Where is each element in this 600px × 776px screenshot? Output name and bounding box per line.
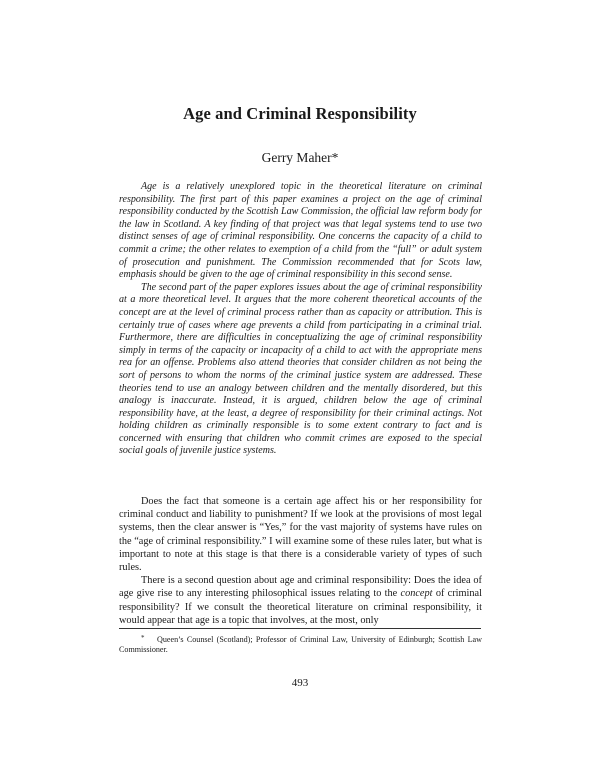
abstract bbox=[119, 181, 482, 458]
body-paragraph-2-start: There is a second question about age and criminal responsibility: Does the idea of age give rise to any interesting philosophical issues relating to the bbox=[119, 575, 482, 600]
page-number: 493 bbox=[291, 677, 309, 689]
footnote-mark: * bbox=[141, 634, 145, 642]
body-paragraph-2-end: of criminal responsibility? If we consult the theoretical literature on criminal responsibility, it would appear that age is a topic that involves, at the most, only bbox=[119, 588, 482, 626]
body-paragraph-2 bbox=[119, 574, 482, 627]
author-name: Gerry Maher* bbox=[261, 150, 339, 165]
body-paragraph-1: Does the fact that someone is a certain age affect his or her responsibility for criminal conduct and liability to punishment? If we look at the provisions of most legal systems, then the clear answer is “Yes,” for the vast majority of systems have rules on the “age of criminal responsibility.” I will examine some of these rules later, but what is important to note at this stage is that there is a considerable variety of types of such rules. bbox=[119, 496, 482, 574]
footnote bbox=[119, 633, 482, 655]
abstract-paragraph-2: The second part of the paper explores issues about the age of criminal responsibility at a more theoretical level. It argues that the more coherent theoretical accounts of the concept are at the level of criminal process rather than as capacity or attribution. This is certainly true of cases where age prevents a child from participating in a criminal trial. Furthermore, there are difficulties in conceptualizing the age of criminal responsibility simply in terms of the capacity or incapacity of a child to act with the appropriate mens rea for an offense. Problems also attend theories that consider children as not being the sort of persons to whom the norms of the criminal justice system are addressed. These theories tend to use an analogy between children and the mentally disordered, but this analogy is inaccurate. Instead, it is argued, children below the age of criminal responsibility have, at the least, a degree of responsibility for their criminal actings. Not holding children as criminally responsible is to some extent contrary to fact and is concerned with ensuring that children who commit crimes are exposed to the special social goals of juvenile justice systems. bbox=[119, 281, 482, 457]
paper-title: Age and Criminal Responsibility bbox=[183, 104, 417, 123]
footnote-divider bbox=[119, 628, 481, 629]
abstract-paragraph-1: Age is a relatively unexplored topic in the theoretical literature on criminal responsibility. The first part of this paper examines a project on the age of criminal responsibility conducted by the Scottish Law Commission, the official law reform body for the law in Scotland. A key finding of that project was that legal systems tend to use two distinct senses of age of criminal responsibility. One concerns the capacity of a child to commit a crime; the other relates to exemption of a child from the “full” or adult system of prosecution and punishment. The Commission recommended that for Scots law, emphasis should be given to the age of criminal responsibility in this second sense. bbox=[119, 181, 482, 281]
body-text bbox=[119, 495, 482, 627]
emphasis-concept: concept bbox=[400, 588, 433, 600]
footnote-text: Queen’s Counsel (Scotland); Professor of Criminal Law, University of Edinburgh; Scottish Law Commissioner. bbox=[119, 635, 482, 655]
